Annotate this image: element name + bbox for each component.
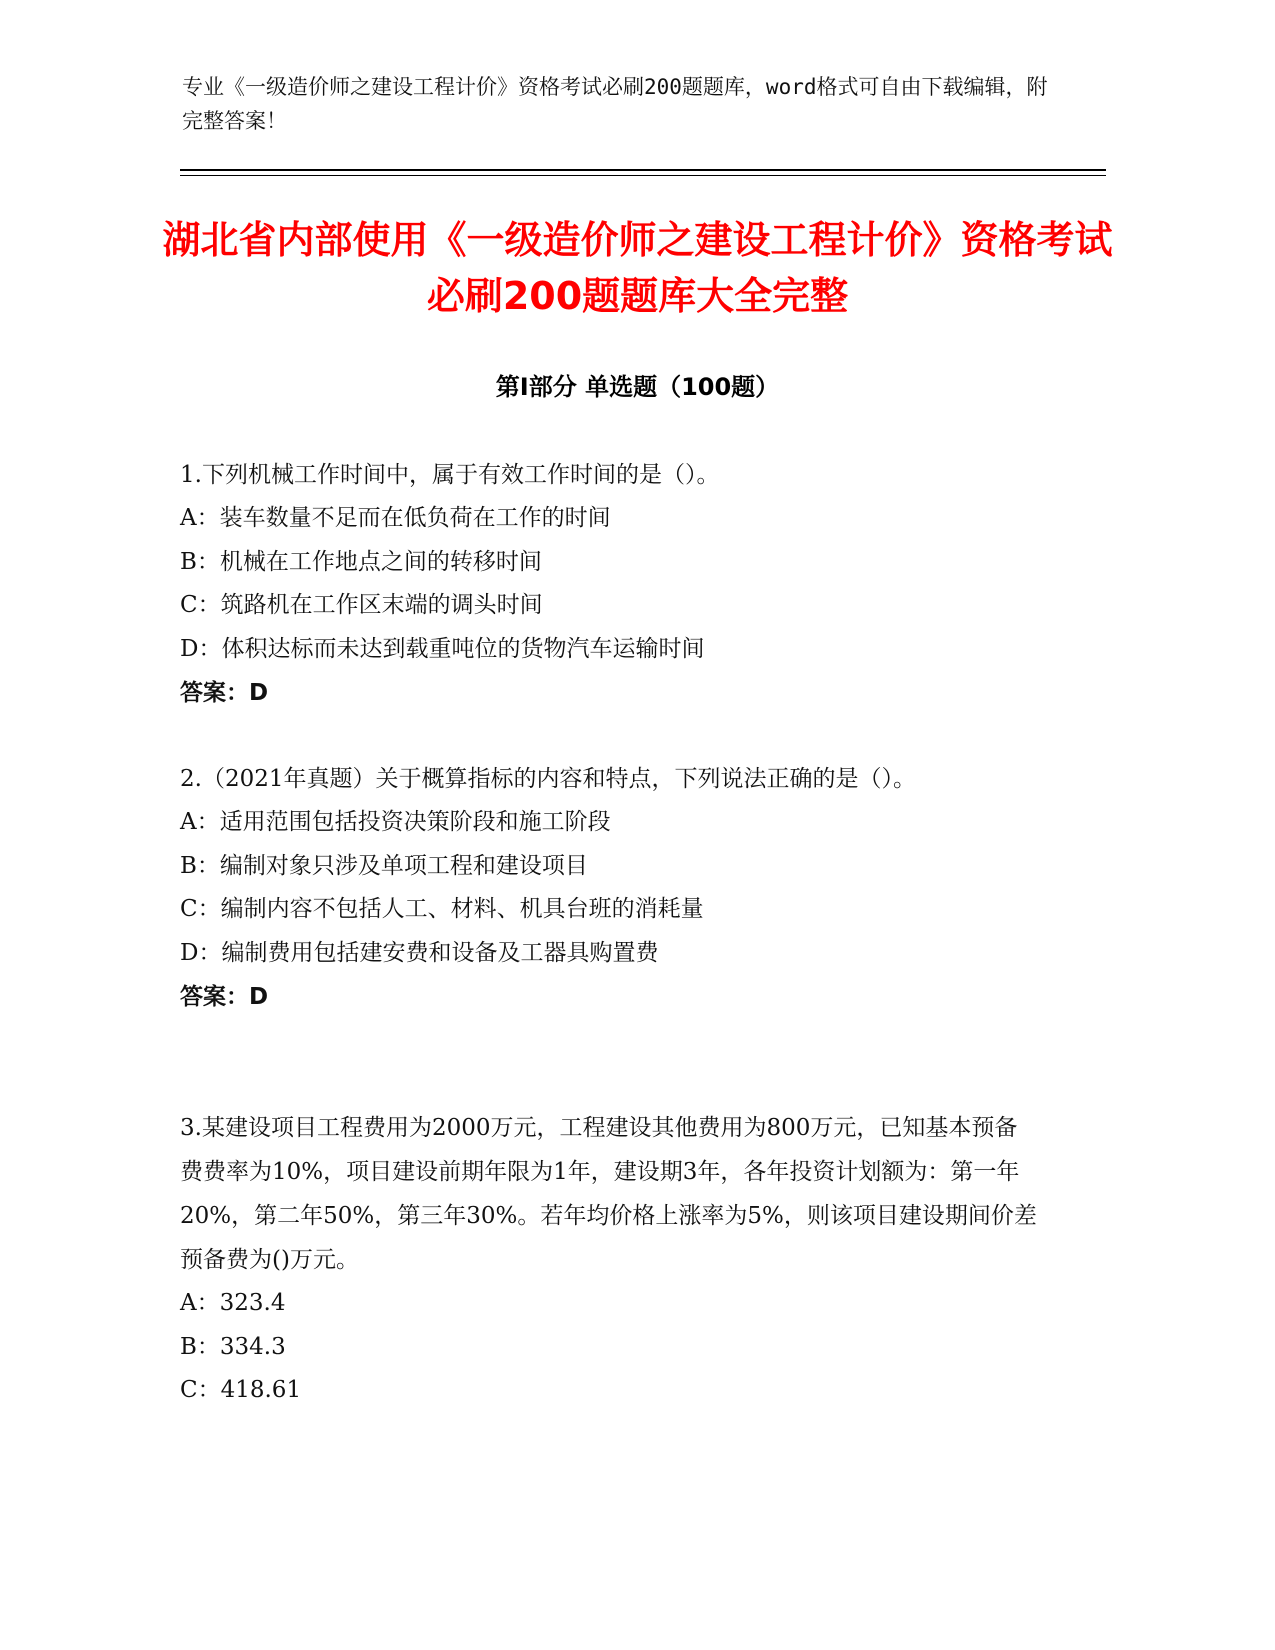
header-rule-thick — [180, 169, 1106, 171]
document-title: 湖北省内部使用《一级造价师之建设工程计价》资格考试必刷200题题库大全完整 — [162, 218, 1113, 318]
option-d: D：体积达标而未达到载重吨位的货物汽车运输时间 — [180, 635, 705, 662]
option-a: A：适用范围包括投资决策阶段和施工阶段 — [180, 809, 611, 835]
option-c: C：筑路机在工作区末端的调头时间 — [180, 592, 543, 618]
option-b: B：334.3 — [180, 1333, 286, 1360]
question-stem: 1.下列机械工作时间中，属于有效工作时间的是（）。 — [180, 462, 720, 488]
option-d: D：编制费用包括建安费和设备及工器具购置费 — [180, 939, 659, 966]
option-a: A：323.4 — [180, 1290, 286, 1316]
option-a: A：装车数量不足而在低负荷在工作的时间 — [180, 505, 611, 531]
header-note: 专业《一级造价师之建设工程计价》资格考试必刷200题题库，word格式可自由下载编辑，附完整答案！ — [182, 75, 1048, 133]
question-stem: 2.（2021年真题）关于概算指标的内容和特点，下列说法正确的是（）。 — [180, 766, 916, 792]
question-3 — [180, 1106, 1040, 1413]
section-heading: 第I部分 单选题（100题） — [495, 373, 780, 401]
option-c: C：编制内容不包括人工、材料、机具台班的消耗量 — [180, 896, 704, 922]
answer: 答案：D — [180, 984, 269, 1010]
header-rule-thin — [180, 175, 1106, 176]
answer: 答案：D — [180, 680, 269, 706]
option-c: C：418.61 — [180, 1377, 302, 1403]
question-2 — [180, 757, 1040, 1019]
option-b: B：机械在工作地点之间的转移时间 — [180, 548, 542, 575]
question-1 — [180, 453, 1040, 715]
option-b: B：编制对象只涉及单项工程和建设项目 — [180, 852, 588, 879]
question-stem: 3.某建设项目工程费用为2000万元，工程建设其他费用为800万元，已知基本预备费费率为10%，项目建设前期年限为1年，建设期3年，各年投资计划额为：第一年20%，第二年50%，第三年30%。若年均价格上涨率为5%，则该项目建设期间价差预备费为()万元。 — [180, 1115, 1037, 1273]
